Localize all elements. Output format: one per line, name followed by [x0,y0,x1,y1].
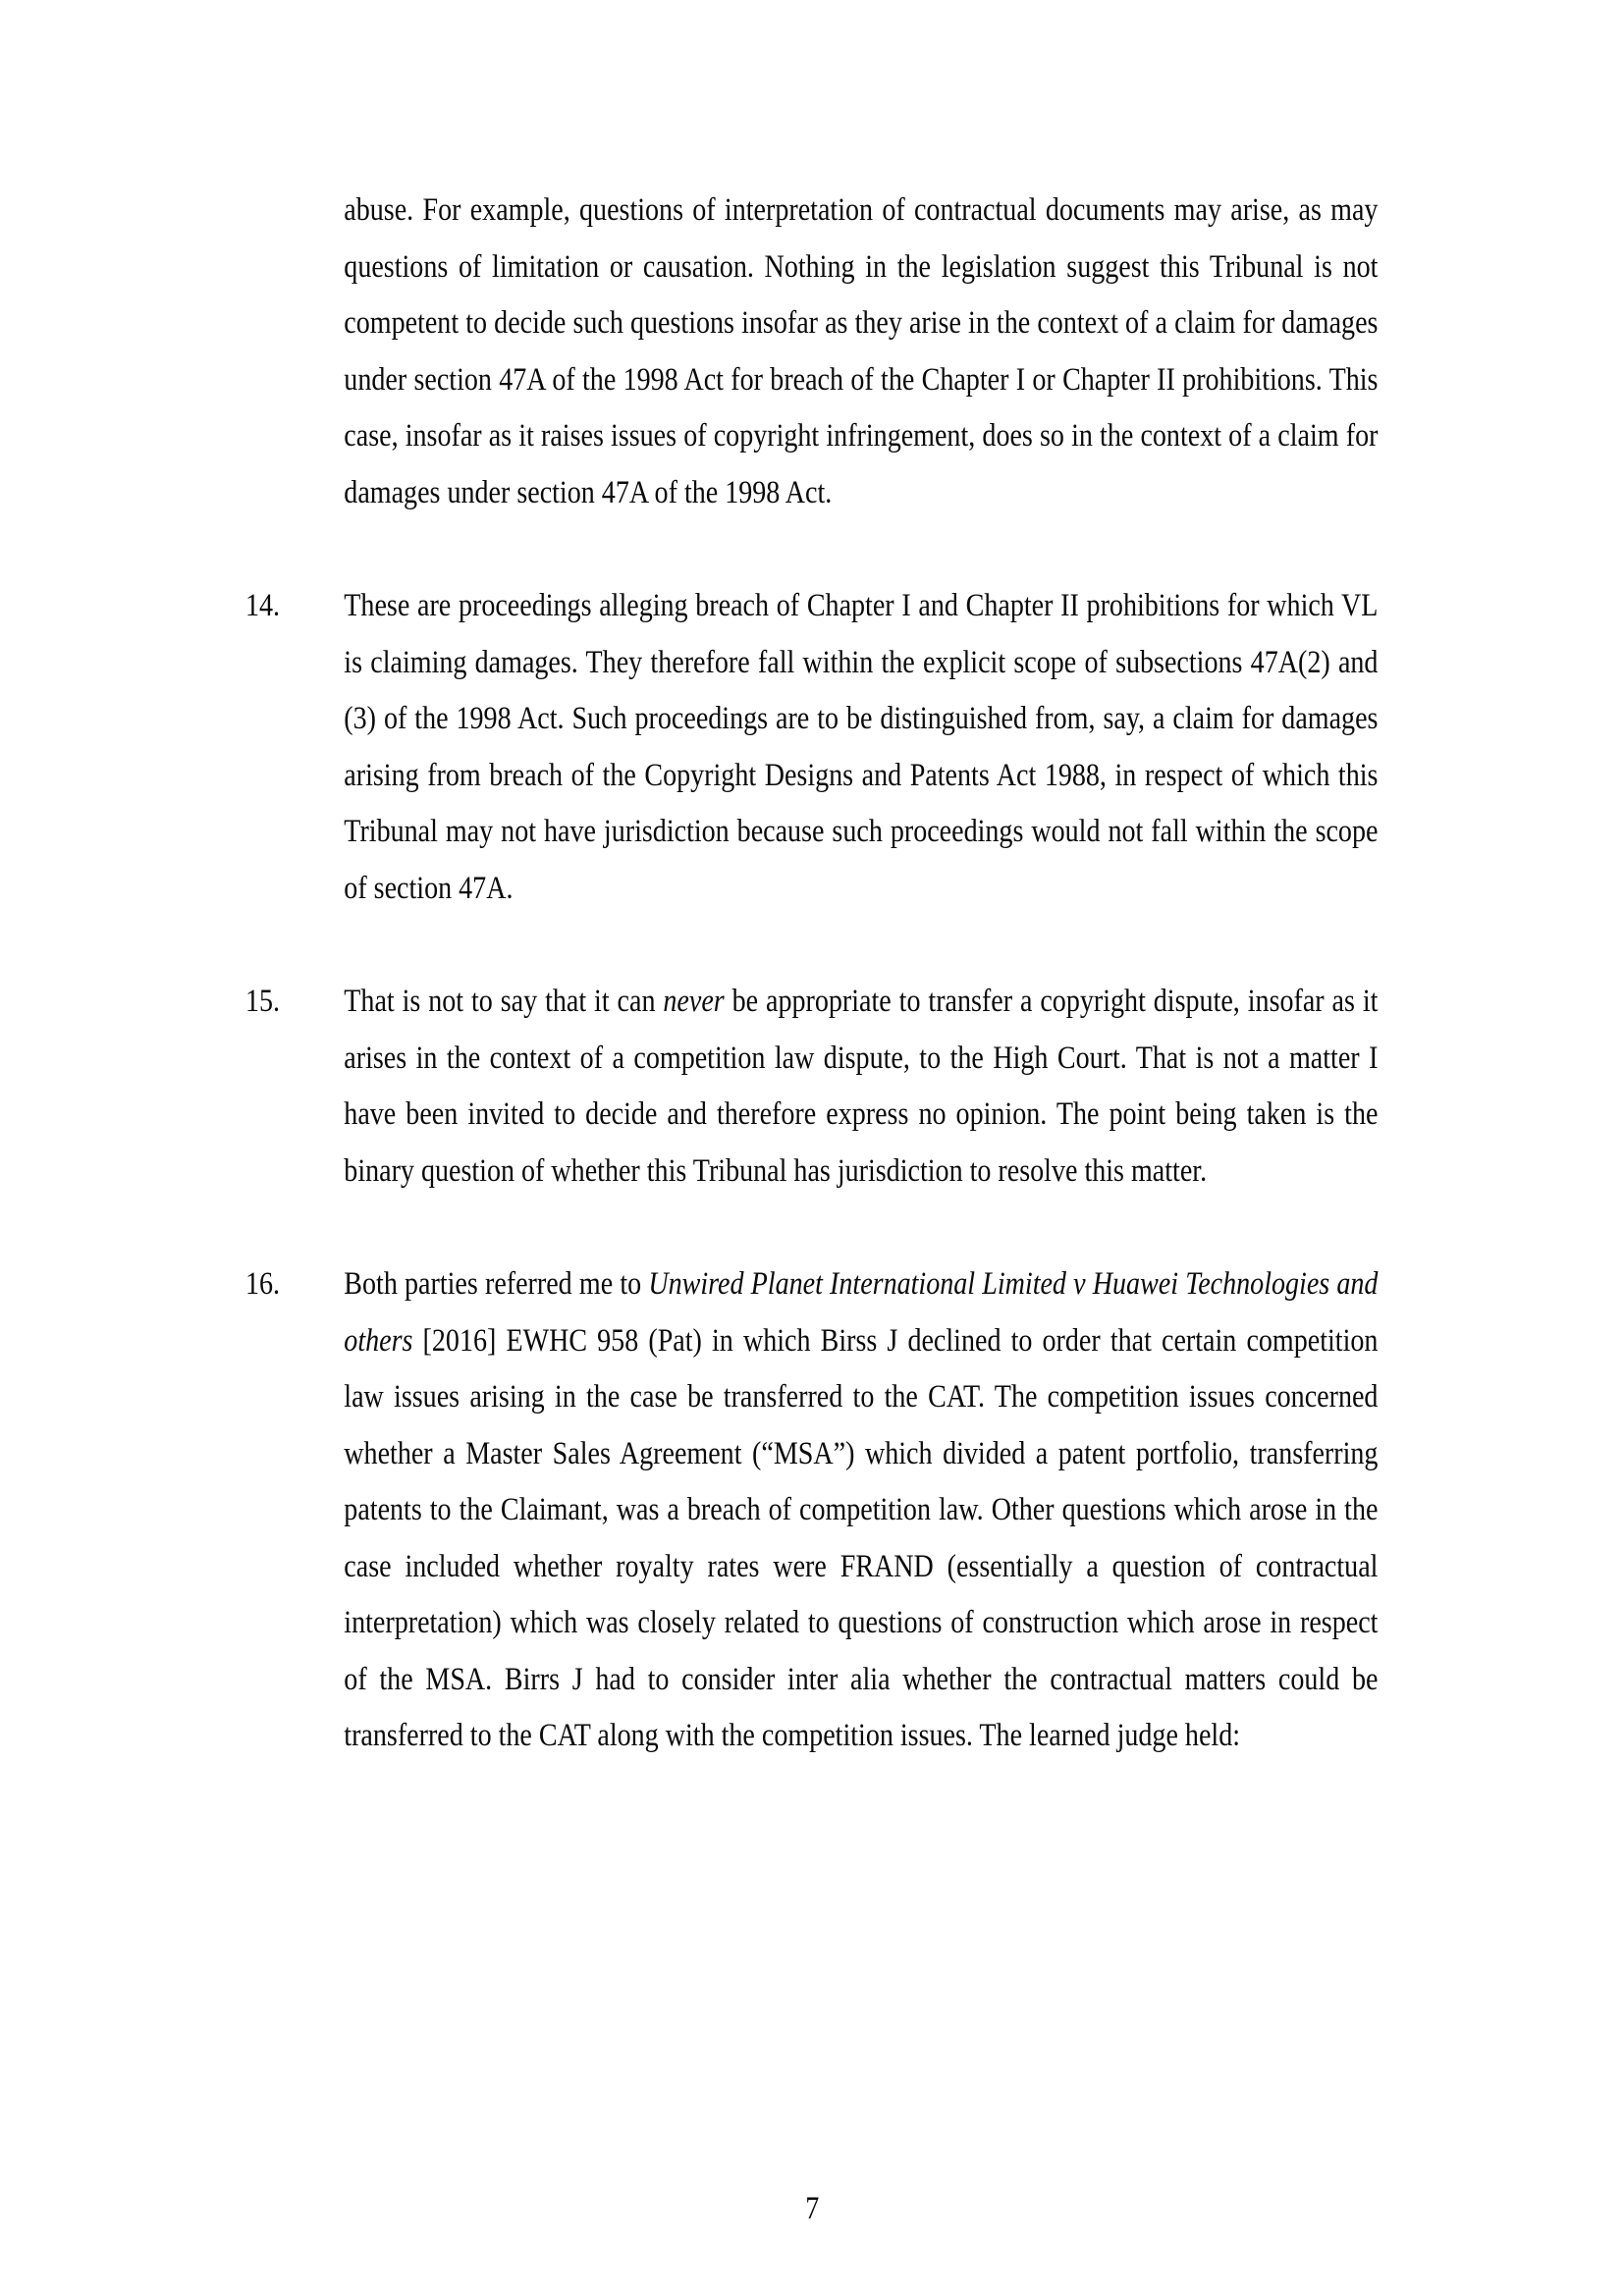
paragraph-text [344,588,1378,906]
text-run: Both parties referred me to [344,1266,649,1302]
paragraph-number: 14. [245,588,281,623]
text-run: abuse. For example, questions of interpretation of contractual documents may arise, as may questions of limitation or causation. Nothing in the legislation suggest this Tribunal is not competent to decide such questions insofar as they arise in the context of a claim for damages under section 47A of the 1998 Act for breach of the Chapter I or Chapter II prohibitions. This case, insofar as it raises issues of copyright infringement, does so in the context of a claim for damages under section 47A of the 1998 Act. [344,192,1379,510]
page-footer [0,2189,1624,2228]
paragraph-text [344,192,1378,510]
text-run: These are proceedings alleging breach of Chapter I and Chapter II prohibitions for which VL is claiming damages. They therefore fall within the explicit scope of subsections 47A(2) and (3) of the 1998 Act. Such proceedings are to be distinguished from, say, a claim for damages arising from breach of the Copyright Designs and Patents Act 1988, in respect of which this Tribunal may not have jurisdiction because such proceedings would not fall within the scope of section 47A. [344,588,1379,906]
numbered-paragraph [245,1256,1378,1765]
text-run: [2016] EWHC 958 (Pat) in which Birss J declined to order that certain competition law issues arising in the case be transferred to the CAT. The competition issues concerned whether a Master Sales Agreement (“MSA”) which divided a patent portfolio, transferring patents to the Claimant, was a breach of competition law. Other questions which arose in the case included whether royalty rates were FRAND (essentially a question of contractual interpretation) which was closely related to questions of construction which arose in respect of the MSA. Birrs J had to consider inter alia whether the contractual matters could be transferred to the CAT along with the competition issues. The learned judge held: [344,1322,1379,1753]
paragraph-text [344,984,1378,1189]
numbered-paragraph [245,578,1378,917]
text-run: be appropriate to transfer a copyright dispute, insofar as it arises in the context of a competition law dispute, to the High Court. That is not a matter I have been invited to decide and therefore express no opinion. The point being taken is the binary question of whether this Tribunal has jurisdiction to resolve this matter. [344,984,1379,1189]
italic-text-run: Unwired Planet International Limited v Huawei Technologies and others [344,1266,1379,1359]
italic-text-run: never [663,984,725,1019]
numbered-paragraph [245,974,1378,1200]
page-number: 7 [804,2191,820,2226]
text-run: That is not to say that it can [344,984,664,1019]
paragraph-text [344,1266,1378,1753]
paragraph-number: 15. [245,984,281,1019]
judgment-body [245,183,1378,1822]
continuation-paragraph [245,183,1378,521]
paragraph-number: 16. [245,1266,281,1302]
